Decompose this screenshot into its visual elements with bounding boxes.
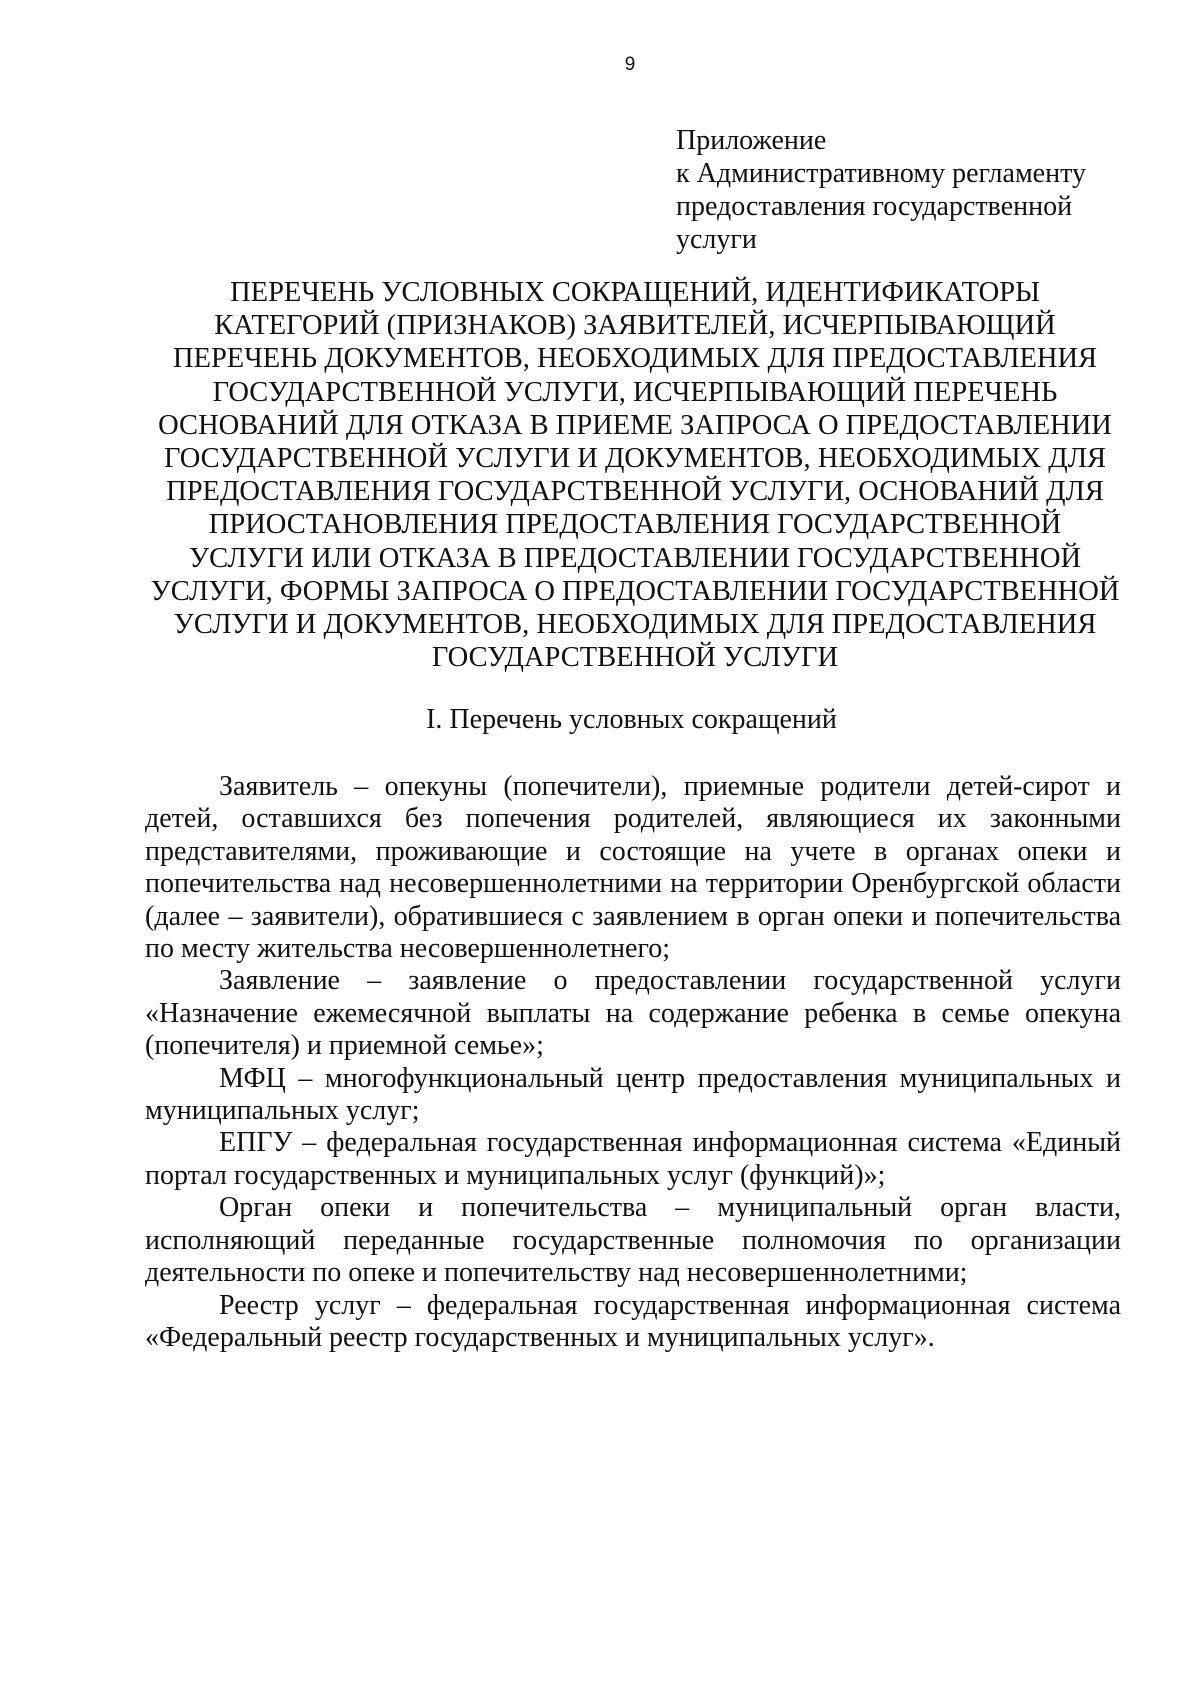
appendix-note [676, 124, 1156, 256]
title-line: ГОСУДАРСТВЕННОЙ УСЛУГИ И ДОКУМЕНТОВ, НЕОБХОДИМЫХ ДЛЯ [163, 443, 1107, 475]
title-line: ГОСУДАРСТВЕННОЙ УСЛУГИ [431, 642, 839, 674]
section-heading: I. Перечень условных сокращений [426, 704, 837, 735]
document-title [145, 276, 1125, 674]
appendix-line: Приложение [676, 125, 827, 156]
title-line: УСЛУГИ И ДОКУМЕНТОВ, НЕОБХОДИМЫХ ДЛЯ ПРЕДОСТАВЛЕНИЯ [173, 609, 1097, 641]
title-line: ОСНОВАНИЙ ДЛЯ ОТКАЗА В ПРИЕМЕ ЗАПРОСА О ПРЕДОСТАВЛЕНИИ [158, 409, 1112, 441]
appendix-line: предоставления государственной [676, 191, 1073, 222]
title-line: ПРИОСТАНОВЛЕНИЯ ПРЕДОСТАВЛЕНИЯ ГОСУДАРСТВЕННОЙ [208, 509, 1062, 541]
definition-guardianship-authority: Орган опеки и попечительства – муниципальный орган власти, исполняющий переданные государственные полномочия по организации деятельности по опеке и попечительству над несовершеннолетними; [145, 1192, 1121, 1289]
definition-applicant: Заявитель – опекуны (попечители), приемные родители детей-сирот и детей, оставшихся без попечения родителей, являющиеся их законными представителями, проживающие и состоящие на учете в органах опеки и попечительства над несовершеннолетними на территории Оренбургской области (далее – заявители), обратившиеся с заявлением в орган опеки и попечительства по месту жительства несовершеннолетнего; [145, 771, 1121, 965]
definition-epgu: ЕПГУ – федеральная государственная информационная система «Единый портал государственных и муниципальных услуг (функций)»; [145, 1127, 1121, 1191]
title-line: КАТЕГОРИЙ (ПРИЗНАКОВ) ЗАЯВИТЕЛЕЙ, ИСЧЕРПЫВАЮЩИЙ [214, 310, 1056, 342]
title-line: ПЕРЕЧЕНЬ УСЛОВНЫХ СОКРАЩЕНИЙ, ИДЕНТИФИКАТОРЫ [230, 277, 1040, 308]
definition-application: Заявление – заявление о предоставлении государственной услуги «Назначение ежемесячной выплаты на содержание ребенка в семье опекуна (попечителя) и приемной семье»; [145, 965, 1121, 1062]
title-line: УСЛУГИ, ФОРМЫ ЗАПРОСА О ПРЕДОСТАВЛЕНИИ ГОСУДАРСТВЕННОЙ [150, 575, 1120, 607]
appendix-line: услуги [676, 224, 757, 255]
document-body [145, 771, 1121, 1354]
page-number: 9 [624, 54, 636, 75]
title-line: УСЛУГИ ИЛИ ОТКАЗА В ПРЕДОСТАВЛЕНИИ ГОСУДАРСТВЕННОЙ [188, 542, 1082, 574]
title-line: ПЕРЕЧЕНЬ ДОКУМЕНТОВ, НЕОБХОДИМЫХ ДЛЯ ПРЕДОСТАВЛЕНИЯ [172, 343, 1098, 375]
definition-services-registry: Реестр услуг – федеральная государственная информационная система «Федеральный реестр государственных и муниципальных услуг». [145, 1289, 1121, 1353]
definition-mfc: МФЦ – многофункциональный центр предоставления муниципальных и муниципальных услуг; [145, 1062, 1121, 1127]
title-line: ГОСУДАРСТВЕННОЙ УСЛУГИ, ИСЧЕРПЫВАЮЩИЙ ПЕРЕЧЕНЬ [212, 376, 1058, 408]
title-line: ПРЕДОСТАВЛЕНИЯ ГОСУДАРСТВЕННОЙ УСЛУГИ, ОСНОВАНИЙ ДЛЯ [166, 476, 1104, 508]
appendix-line: к Административному регламенту [676, 158, 1086, 189]
